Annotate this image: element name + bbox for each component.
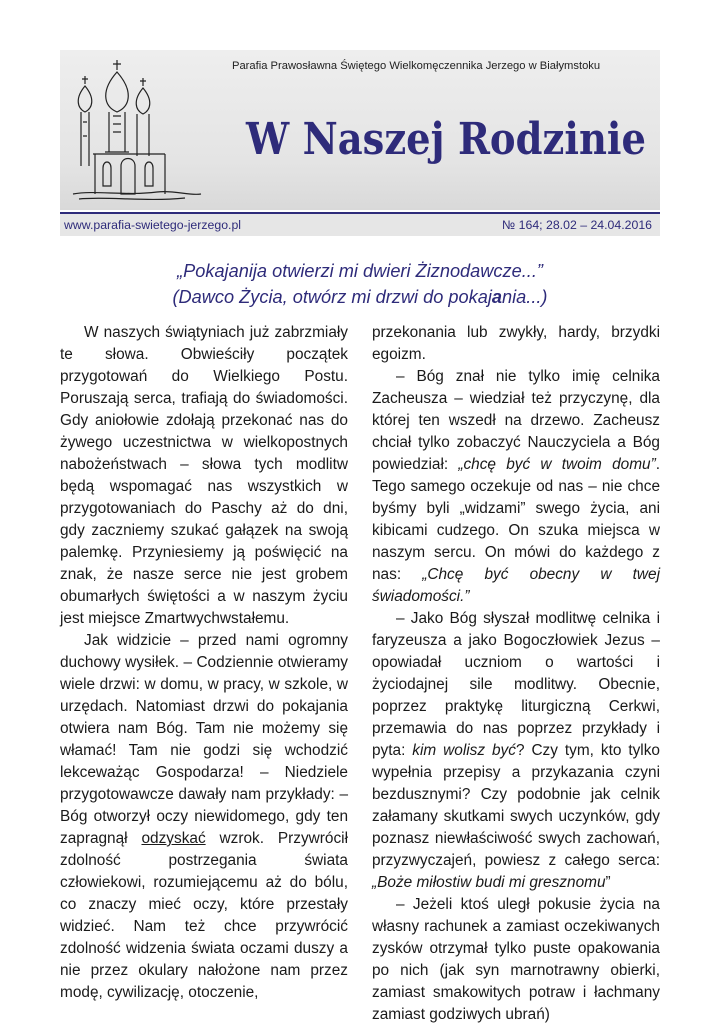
paragraph: W naszych świątyniach już zabrzmiały te słowa. Obwieściły początek przygotowań do Wielkiego Postu. Poruszają serca, trafiają do świadomości. Gdy aniołowie zdołają przekonać nas do żywego uczestnictwa w wielkopostnych nabożeństwach – słowa tych modlitw będą wspomagać nas wszystkich w przygotowaniach do Paschy aż do dni, gdy zaczniemy szukać gałązek na swoją palemkę. Przyniesiemy ją poświęcić na znak, że nasze serce nie jest grobem obumarłych świętości a w naszym życiu jest miejsce Zmartwychwstałemu. <box>60 324 348 627</box>
italic-quote: kim wolisz być <box>412 742 516 759</box>
subheadline-bold: a <box>491 287 502 307</box>
italic-quote: „chcę być w twoim domu” <box>458 456 656 473</box>
subheadline-part: (Dawco Życia, otwórz mi drzwi do pokaj <box>172 287 492 307</box>
paragraph <box>372 366 660 608</box>
paragraph: przekonania lub zwykły, hardy, brzydki egoizm. <box>372 324 660 363</box>
text-run: . Tego samego oczekuje od nas – nie chce byśmy byli „widzami” swego życia, ani kibicami cudzego. On szuka miejsca w naszym sercu. On mówi do każdego z nas: <box>372 456 660 583</box>
article-headline: „Pokajanija otwierzi mi dwieri Żiznodawcze...” <box>177 261 543 281</box>
italic-quote: „Boże miłostiw budi mi gresznomu <box>372 874 606 891</box>
issue-info: № 164; 28.02 – 24.04.2016 <box>502 218 652 232</box>
right-column <box>372 322 660 1026</box>
left-column <box>60 322 348 1004</box>
text-run: – Bóg znał nie tylko imię celnika Zacheusza – wiedział też przyczynę, dla której ten wszedł na drzewo. Zacheusz chciał tylko zobaczyć Nauczyciela a Bóg powiedział: <box>372 368 660 473</box>
subheadline-part: nia...) <box>502 287 548 307</box>
paragraph: – Jeżeli ktoś uległ pokusie życia na własny rachunek a zamiast oczekiwanych zysków otrzymał tylko puste opakowania po nich (jak syn marnotrawny obierki, zamiast smakowitych potraw i łachmany zamiast godziwych ubrań) <box>372 896 660 1023</box>
newsletter-title <box>236 96 656 171</box>
article-subheadline <box>60 287 660 308</box>
text-run: ? Czy tym, kto tylko wypełnia przepisy a przykazania czyni bezdusznymi? Czy podobnie jak celnik załamany skutkami swych uczynków, gdy poznasz niewłaściwość swych zachowań, przyzwyczajeń, powiesz z całego serca: <box>372 742 660 869</box>
underlined-word: odzyskać <box>141 830 206 847</box>
italic-quote: „Chcę być obecny w twej świadomości.” <box>372 566 660 605</box>
text-run: wzrok. Przywrócił zdolność postrzegania świata człowiekowi, rozumiejącemu aż do bólu, co znaczy mieć oczy, które przestały widzieć. Nam też chce przywrócić zdolność widzenia świata oczami duszy a nie przez okulary nałożone nam przez modę, cywilizację, otoczenie, <box>60 830 348 1001</box>
website-link[interactable]: www.parafia-swietego-jerzego.pl <box>64 218 242 232</box>
text-run: ” <box>605 874 611 891</box>
parish-name: Parafia Prawosławna Świętego Wielkomęczennika Jerzego w Białymstoku <box>232 60 601 72</box>
newsletter-title-text: W Naszej Rodzinie <box>245 114 647 165</box>
text-run: – Jako Bóg słyszał modlitwę celnika i faryzeusza a jako Bogoczłowiek Jezus – opowiadał uczniom o wartości i życiodajnej sile modlitwy. Obecnie, poprzez praktykę liturgiczną Cerkwi, przemawia do nas poprzez przykłady i pyta: <box>372 610 660 759</box>
paragraph <box>372 608 660 894</box>
paragraph <box>60 630 348 1004</box>
text-run: Jak widzicie – przed nami ogromny duchowy wysiłek. – Codziennie otwieramy wiele drzwi: w domu, w pracy, w szkole, w urzędach. Natomiast drzwi do pokajania otwiera nam Bóg. Tam nie możemy się włamać! Tam nie godzi się wchodzić lekceważąc Gospodarza! – Niedziele przygotowawcze dawały nam przykłady: – Bóg otworzył oczy niewidomego, gdy ten zapragnął <box>60 632 348 847</box>
church-illustration <box>65 56 205 206</box>
